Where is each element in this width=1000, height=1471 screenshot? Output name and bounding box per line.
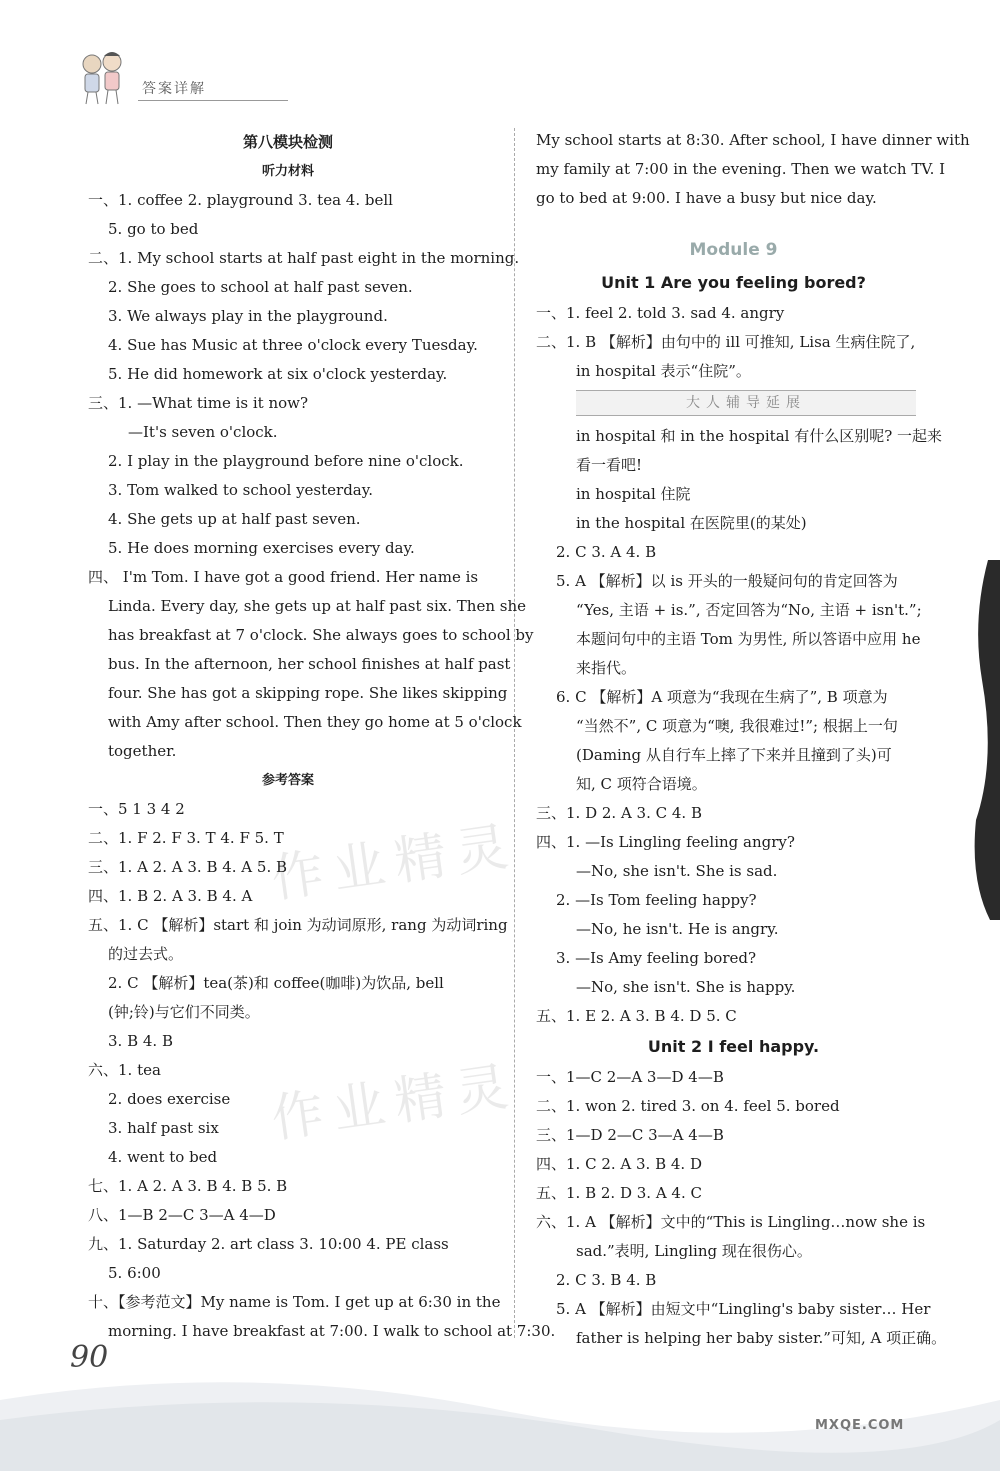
answer-line: morning. I have breakfast at 7:00. I walk to school at 7:30.: [108, 1322, 556, 1340]
answer-line: 二、1. My school starts at half past eight in the morning.: [88, 249, 520, 267]
answer-line: 来指代。: [576, 659, 637, 677]
answer-line: 六、1. A 【解析】文中的“This is Lingling…now she is: [536, 1213, 926, 1231]
answer-line: 3. —Is Amy feeling bored?: [556, 949, 757, 967]
answer-line: Linda. Every day, she gets up at half past six. Then she: [108, 597, 526, 615]
answer-line: 5. He does morning exercises every day.: [108, 539, 415, 557]
footer-site-logo[interactable]: MXQE.COM: [815, 1418, 905, 1433]
answer-line: —No, she isn't. She is sad.: [576, 862, 778, 880]
answer-line: 2. C 【解析】tea(茶)和 coffee(咖啡)为饮品, bell: [108, 974, 444, 992]
answer-line: 五、1. C 【解析】start 和 join 为动词原形, rang 为动词ring: [88, 916, 508, 934]
answer-line: in hospital 表示“住院”。: [576, 362, 751, 380]
answer-line: “Yes, 主语 + is.”, 否定回答为“No, 主语 + isn't.”;: [576, 601, 922, 619]
section-title: Unit 1 Are you feeling bored?: [601, 273, 866, 292]
answer-line: 二、1. won 2. tired 3. on 4. feel 5. bored: [536, 1097, 840, 1115]
answer-line: 看一看吧!: [576, 456, 643, 474]
watermark: 作业精灵: [267, 815, 522, 910]
answer-line: My school starts at 8:30. After school, I have dinner with: [536, 131, 970, 149]
answer-line: 一、1. feel 2. told 3. sad 4. angry: [536, 304, 785, 322]
header-label: 答案详解: [142, 81, 206, 97]
answer-line: has breakfast at 7 o'clock. She always goes to school by: [108, 626, 534, 644]
extension-badge: 大人辅导延展: [576, 390, 916, 416]
page-number: 90: [70, 1340, 109, 1375]
answer-line: 5. A 【解析】由短文中“Lingling's baby sister… Her: [556, 1300, 931, 1318]
answer-line: father is helping her baby sister.”可知, A 项正确。: [576, 1329, 947, 1347]
answer-line: 四、 I'm Tom. I have got a good friend. Her name is: [88, 568, 479, 586]
answer-line: 八、1—B 2—C 3—A 4—D: [88, 1206, 276, 1224]
answer-line: 一、5 1 3 4 2: [88, 800, 185, 818]
answer-line: 2. does exercise: [108, 1090, 231, 1108]
answer-line: 二、1. B 【解析】由句中的 ill 可推知, Lisa 生病住院了,: [536, 333, 916, 351]
answer-line: 2. —Is Tom feeling happy?: [556, 891, 757, 909]
answer-line: 五、1. B 2. D 3. A 4. C: [536, 1184, 702, 1202]
answer-line: 三、1—D 2—C 3—A 4—B: [536, 1126, 724, 1144]
answer-line: 四、1. C 2. A 3. B 4. D: [536, 1155, 702, 1173]
watermark: 作业精灵: [267, 1055, 522, 1150]
section-title: 参考答案: [261, 773, 314, 788]
answer-line: 二、1. F 2. F 3. T 4. F 5. T: [88, 829, 284, 847]
answer-line: 四、1. B 2. A 3. B 4. A: [88, 887, 253, 905]
footer-wave-decoration: [0, 1360, 1000, 1471]
right-column: [536, 126, 970, 1353]
answer-line: in the hospital 在医院里(的某处): [576, 514, 807, 532]
answer-line: —It's seven o'clock.: [128, 423, 278, 441]
answer-line: in hospital 住院: [576, 485, 691, 503]
answer-line: in hospital 和 in the hospital 有什么区别呢? 一起来: [576, 427, 943, 445]
answer-line: 三、1. D 2. A 3. C 4. B: [536, 804, 702, 822]
answer-line: 三、1. A 2. A 3. B 4. A 5. B: [88, 858, 288, 876]
answer-line: together.: [108, 742, 177, 760]
section-title: Module 9: [689, 240, 778, 260]
answer-line: 2. She goes to school at half past seven.: [108, 278, 413, 296]
column-divider: [514, 128, 515, 1338]
answer-line: 2. C 3. B 4. B: [556, 1271, 657, 1289]
answer-line: my family at 7:00 in the evening. Then we watch TV. I: [536, 160, 946, 178]
answer-line: 3. We always play in the playground.: [108, 307, 388, 325]
answer-line: 本题问句中的主语 Tom 为男性, 所以答语中应用 he: [576, 630, 921, 648]
answer-line: 五、1. E 2. A 3. B 4. D 5. C: [536, 1007, 737, 1025]
answer-line: (钟;铃)与它们不同类。: [108, 1003, 260, 1021]
answer-line: 3. half past six: [108, 1119, 219, 1137]
answer-line: 四、1. —Is Lingling feeling angry?: [536, 833, 795, 851]
binding-edge-shadow: [968, 560, 1000, 920]
answer-line: —No, she isn't. She is happy.: [576, 978, 796, 996]
answer-line: go to bed at 9:00. I have a busy but nice day.: [536, 189, 877, 207]
answer-line: “当然不”, C 项意为“噢, 我很难过!”; 根据上一句: [576, 717, 898, 735]
answer-line: 6. C 【解析】A 项意为“我现在生病了”, B 项意为: [556, 688, 888, 706]
page-header: [70, 48, 270, 108]
header-underline: [138, 100, 288, 101]
answer-line: 一、1—C 2—A 3—D 4—B: [536, 1068, 724, 1086]
section-title: 第八模块检测: [242, 133, 333, 151]
answer-line: 六、1. tea: [88, 1061, 161, 1079]
answer-line: 4. She gets up at half past seven.: [108, 510, 361, 528]
left-column: [88, 128, 556, 1346]
answer-line: bus. In the afternoon, her school finishes at half past: [108, 655, 511, 673]
answer-line: 3. Tom walked to school yesterday.: [108, 481, 373, 499]
answer-line: 5. A 【解析】以 is 开头的一般疑问句的肯定回答为: [556, 572, 898, 590]
answer-line: 三、1. —What time is it now?: [88, 394, 309, 412]
answer-line: 3. B 4. B: [108, 1032, 173, 1050]
answer-line: [536, 213, 931, 233]
answer-line: 2. I play in the playground before nine o'clock.: [108, 452, 464, 470]
answer-line: 七、1. A 2. A 3. B 4. B 5. B: [88, 1177, 288, 1195]
answer-line: 九、1. Saturday 2. art class 3. 10:00 4. PE class: [88, 1235, 449, 1253]
answer-line: 十、【参考范文】My name is Tom. I get up at 6:30 in the: [88, 1293, 501, 1311]
answer-line: 的过去式。: [108, 945, 184, 963]
answer-line: 5. go to bed: [108, 220, 199, 238]
section-title: Unit 2 I feel happy.: [647, 1037, 820, 1056]
answer-line: with Amy after school. Then they go home at 5 o'clock: [108, 713, 522, 731]
mascot-children-icon: [70, 48, 140, 106]
answer-line: 2. C 3. A 4. B: [556, 543, 657, 561]
answer-line: 4. Sue has Music at three o'clock every Tuesday.: [108, 336, 478, 354]
answer-line: 一、1. coffee 2. playground 3. tea 4. bell: [88, 191, 393, 209]
answer-line: —No, he isn't. He is angry.: [576, 920, 779, 938]
answer-line: four. She has got a skipping rope. She likes skipping: [108, 684, 508, 702]
answer-line: 5. He did homework at six o'clock yesterday.: [108, 365, 448, 383]
answer-line: sad.”表明, Lingling 现在很伤心。: [576, 1242, 812, 1260]
section-title: 听力材料: [261, 164, 314, 179]
answer-line: 知, C 项符合语境。: [576, 775, 707, 793]
answer-line: 4. went to bed: [108, 1148, 218, 1166]
answer-line: 5. 6:00: [108, 1264, 161, 1282]
answer-line: (Daming 从自行车上摔了下来并且撞到了头)可: [576, 746, 892, 764]
